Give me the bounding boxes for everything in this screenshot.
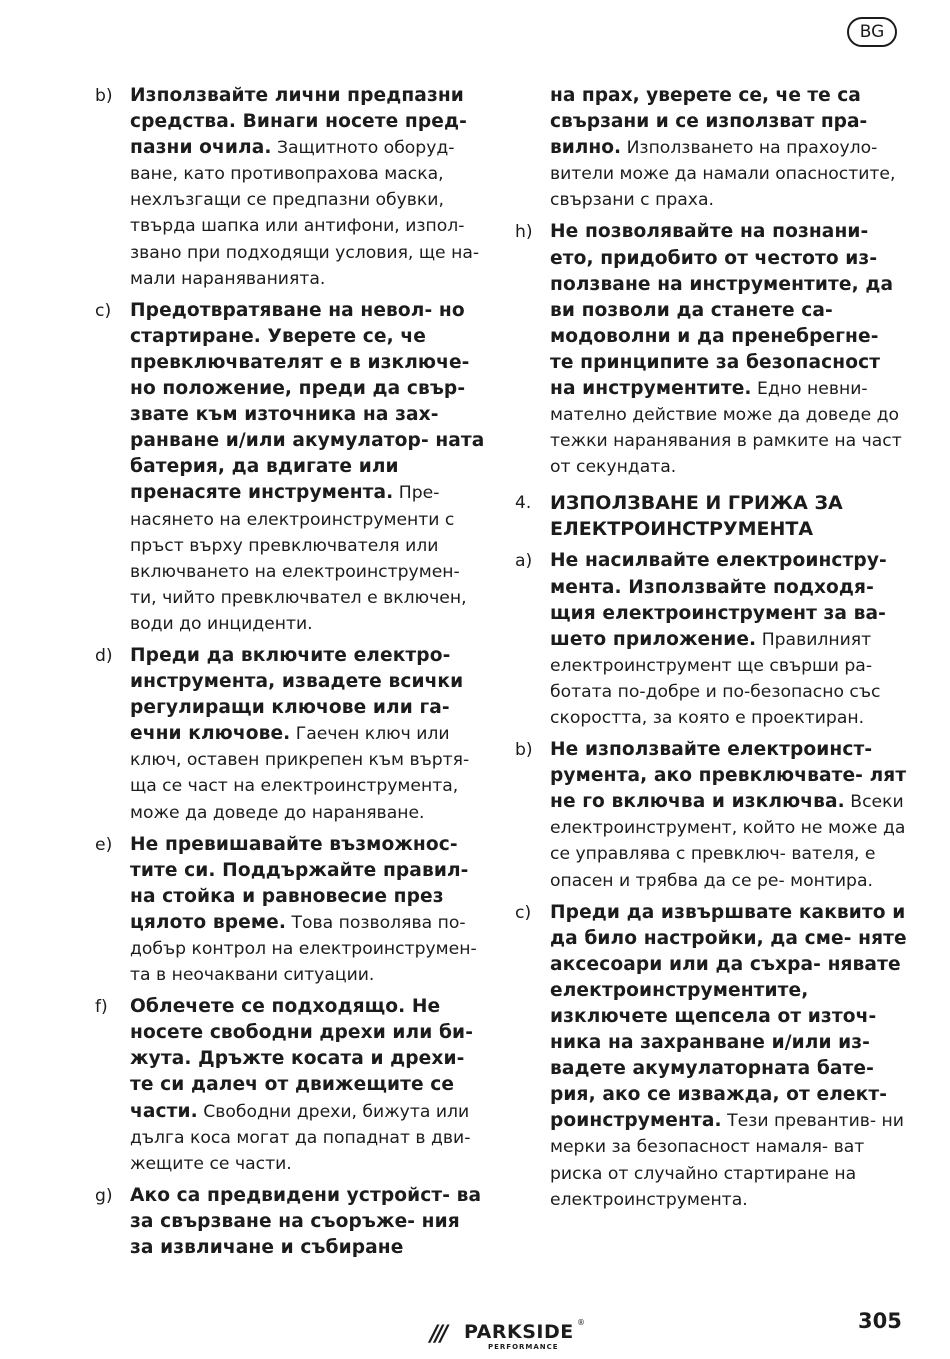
- page-number: 305: [858, 1309, 902, 1333]
- item-bold-text: Преди да включите електро- инструмента, извадете всички регулиращи ключове или га- ечни ключове.: [130, 644, 464, 745]
- section-number: 4.: [515, 493, 532, 514]
- item-text: Използването на прахоуло- вители може да намали опасностите, свързани с праха.: [550, 138, 896, 211]
- item-text: Защитното оборуд- ване, като противопрахова маска, нехлъзгащи се предпазни обувки, твърда шапка или антифони, изпол- звано при подходящи условия, ще на- мали нараняванията.: [130, 138, 480, 289]
- list-item: [515, 219, 907, 480]
- item-label: d): [95, 645, 113, 666]
- language-badge: BG: [847, 17, 897, 47]
- parkside-logo: [430, 1318, 585, 1351]
- item-label: e): [95, 834, 113, 855]
- logo-brand-text: PARKSIDE: [464, 1321, 574, 1343]
- item-label: b): [95, 86, 113, 106]
- item-text: Правилният електроинструмент ще свърши ра- ботата по-добре и по-безопасно със скоростта, за която е проектиран.: [550, 629, 881, 728]
- item-text: Тези превантив- ни мерки за безопасност намаля- ват риска от случайно стартиране на електроинструмента.: [550, 1111, 904, 1210]
- item-bold-text: Предотвратяване на невол- но стартиране. Уверете се, че превключвателят е в изключе- но положение, преди да свър- звате към източника на зах- ранване и/или акумулатор- ната батерия, да вдигате или пренасяте инструмента.: [130, 299, 485, 504]
- item-bold-text: на прах, уверете се, че те са свързани и се използват пра- вилно.: [550, 85, 868, 159]
- logo-slashes-icon: ///: [430, 1322, 446, 1347]
- continued-item: [515, 83, 907, 213]
- item-bold-text: Преди да извършвате каквито и да било настройки, да сме- няте аксесоари или да съхра- нявате електроинструментите, изключете щепсела от източ- ника на захранване и/или из- вадете акумулаторната бате- рия, ако се изважда, от елект- роинструмента.: [550, 901, 907, 1132]
- item-label: c): [95, 300, 112, 321]
- list-item: [95, 832, 485, 989]
- item-bold-text: Не позволявайте на познани- ето, придобито от честото из- ползване на инструментите, да ви позволи да станете са- модоволни и да пренебрегне- те принципите за безопасност на инструментите.: [550, 221, 894, 400]
- item-bold-text: Не превишавайте възможнос- тите си. Поддържайте правил- на стойка и равновесие през цялото време.: [130, 833, 469, 933]
- list-item: [95, 1183, 485, 1261]
- left-column: [95, 83, 485, 1261]
- item-bold-text: Облечете се подходящо. Не носете свободни дрехи или би- жута. Дръжте косата и дрехи- те си далеч от движещите се части.: [130, 996, 474, 1122]
- list-item: [515, 737, 907, 894]
- item-label: a): [515, 551, 533, 572]
- item-label: c): [515, 902, 532, 923]
- section-heading: [515, 490, 907, 542]
- item-label: g): [95, 1185, 113, 1206]
- item-text: Всеки електроинструмент, който не може да се управлява с превключ- вателя, е опасен и трябва да се ре- монтира.: [550, 792, 906, 891]
- item-label: h): [515, 222, 533, 243]
- list-item: [95, 994, 485, 1177]
- list-item: [95, 643, 485, 826]
- item-text: Свободни дрехи, бижута или дълга коса могат да попаднат в дви- жещите се части.: [130, 1101, 471, 1174]
- list-item: [95, 298, 485, 637]
- item-bold-text: Използвайте лични предпазни средства. Винаги носете пред- пазни очила.: [130, 85, 467, 159]
- item-bold-text: Не насилвайте електроинстру- мента. Използвайте подходя- щия електроинструмент за ва- шето приложение.: [550, 550, 887, 650]
- item-text: Това позволява по- добър контрол на електроинструмен- та в неочаквани ситуации.: [130, 912, 477, 986]
- item-bold-text: Ако са предвидени устройст- ва за свързване на съоръже- ния за извличане и събиране: [130, 1184, 482, 1259]
- item-bold-text: Не използвайте електроинст- румента, ако превключвате- лят не го включва и изключва.: [550, 739, 907, 813]
- list-item: [515, 548, 907, 731]
- list-item: [515, 900, 907, 1213]
- item-text: Едно невни- мателно действие може да доведе до тежки наранявания в рамките на част от секундата.: [550, 379, 902, 478]
- item-text: Пре- насянето на електроинструменти с пръст върху превключвателя или включването на електроинструмен- ти, чийто превключвател е включен, води до инциденти.: [130, 483, 467, 634]
- logo-subtitle: PERFORMANCE: [488, 1343, 559, 1351]
- item-label: f): [95, 997, 108, 1018]
- list-item: [95, 83, 485, 292]
- item-label: b): [515, 740, 533, 761]
- right-column: [515, 83, 907, 1213]
- registered-mark: ®: [577, 1318, 585, 1327]
- section-title: ИЗПОЛЗВАНЕ И ГРИЖА ЗА ЕЛЕКТРОИНСТРУМЕНТА: [550, 492, 843, 541]
- item-text: Гаечен ключ или ключ, оставен прикрепен към въртя- ща се част на електроинструмента, може да доведе до нараняване.: [130, 724, 470, 823]
